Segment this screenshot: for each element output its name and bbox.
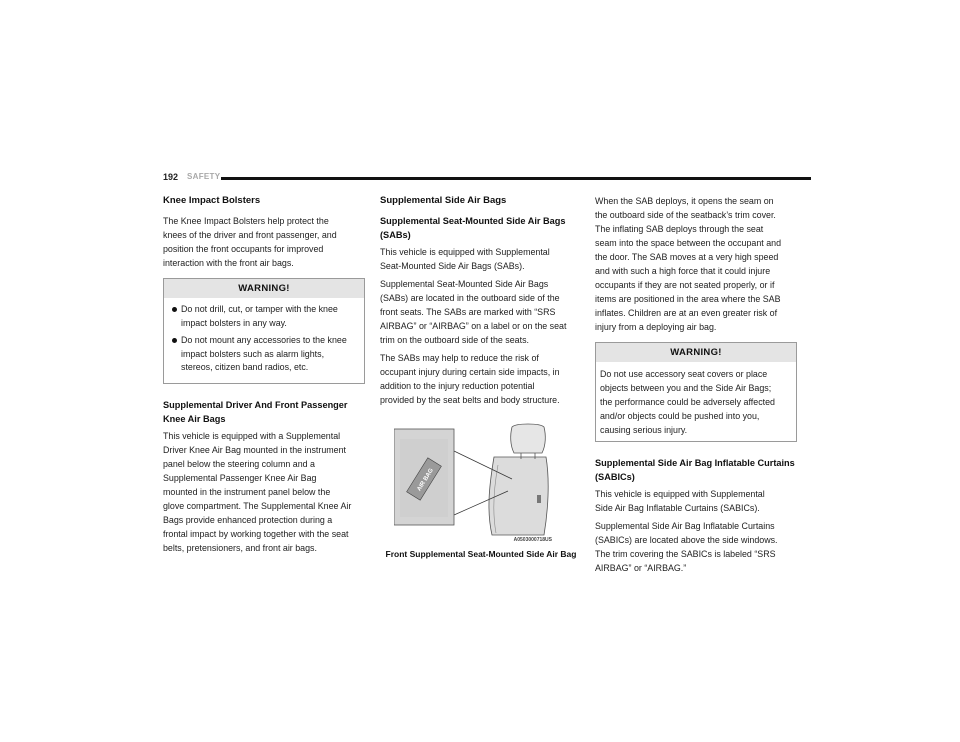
paragraph-sab-deploys <box>595 194 797 334</box>
text-line: trim on the outboard side of the seats. <box>380 335 529 345</box>
bullet-icon <box>172 307 177 312</box>
warning-title: WARNING! <box>596 343 796 362</box>
headrest-shape <box>511 424 546 453</box>
warning-body <box>596 362 796 441</box>
seat-illustration-svg <box>394 421 552 545</box>
figure-caption: Front Supplemental Seat-Mounted Side Air Bag <box>385 549 577 559</box>
text-line: The SABs may help to reduce the risk of <box>380 353 539 363</box>
text-line: seam into the space between the occupant and <box>595 238 782 248</box>
warning-body <box>164 298 364 383</box>
text-line: (SABs) <box>380 230 411 240</box>
text-line: front seats. The SABs are marked with “SRS <box>380 307 556 317</box>
text-line: AIRBAG” or “AIRBAG.” <box>595 563 687 573</box>
text-line: The inflating SAB deploys through the seat <box>595 224 764 234</box>
page-number: 192 <box>163 172 179 182</box>
text-line: Supplemental Seat-Mounted Side Air Bags <box>380 279 549 289</box>
text-line: Supplemental Driver And Front Passenger <box>163 399 348 410</box>
text-line: The trim covering the SABICs is labeled “SRS <box>595 549 776 559</box>
text-line: Supplemental Passenger Knee Air Bag <box>163 472 317 483</box>
text-line: impact bolsters such as alarm lights, <box>181 348 325 359</box>
text-line: panel below the steering column and a <box>163 458 315 469</box>
heading-knee-impact-bolsters: Knee Impact Bolsters <box>163 195 261 206</box>
text-line: Bags provide enhanced protection during a <box>163 514 333 525</box>
text-line: Do not use accessory seat covers or place <box>600 369 768 379</box>
paragraph-sabs-location <box>380 277 582 347</box>
text-line: Driver Knee Air Bag mounted in the instrument <box>163 444 347 455</box>
text-line: Seat-Mounted Side Air Bags (SABs). <box>380 261 525 271</box>
heading-supplemental-knee-air-bags <box>163 398 365 426</box>
paragraph-sabs-risk <box>380 351 582 407</box>
text-line: Knee Air Bags <box>163 413 226 424</box>
column-middle <box>380 194 582 559</box>
text-line: (SABICs) <box>595 472 635 482</box>
text-line: the door. The SAB moves at a very high speed <box>595 252 779 262</box>
page-header <box>163 172 811 184</box>
text-line: The Knee Impact Bolsters help protect the <box>163 216 329 226</box>
text-line: This vehicle is equipped with Supplemental <box>380 247 550 257</box>
text-line: belts, pretensioners, and front air bags. <box>163 542 317 553</box>
text-line: Side Air Bag Inflatable Curtains (SABICs). <box>595 503 760 513</box>
text-line: occupants if they are not seated properly, or if <box>595 280 775 290</box>
warning-box-knee-bolsters <box>163 278 365 384</box>
warning-text <box>600 367 792 437</box>
figure-id: A0503000718US <box>513 537 552 543</box>
text-line: inflates. Children are at an even greater risk of <box>595 308 778 318</box>
text-line: Supplemental Side Air Bag Inflatable Curtains <box>595 458 795 468</box>
paragraph-sabics-location <box>595 519 797 575</box>
text-line: (SABICs) are located above the side windows. <box>595 535 778 545</box>
paragraph-supplemental-knee <box>163 429 365 555</box>
header-rule <box>221 177 811 180</box>
seat-label-mark <box>537 495 541 503</box>
text-line: position the front occupants for improved <box>163 244 324 254</box>
column-right <box>595 194 797 579</box>
section-name: SAFETY <box>187 172 221 181</box>
text-line: glove compartment. The Supplemental Knee Air <box>163 500 352 511</box>
text-line: This vehicle is equipped with a Supplemental <box>163 430 341 441</box>
text-line: frontal impact by working together with the seat <box>163 528 349 539</box>
warning-box-seat-covers <box>595 342 797 442</box>
air-bag-label-text: AIR BAG <box>416 467 435 493</box>
column-left <box>163 194 365 559</box>
text-line: and/or objects could be pushed into you, <box>600 411 760 421</box>
paragraph-sabs-equipped <box>380 245 582 273</box>
text-line: stereos, citizen band radios, etc. <box>181 362 309 372</box>
text-line: causing serious injury. <box>600 425 688 435</box>
warning-item <box>168 303 360 330</box>
warning-title: WARNING! <box>164 279 364 298</box>
text-line: provided by the seat belts and body structure. <box>380 395 560 405</box>
text-line: This vehicle is equipped with Supplemental <box>595 489 765 499</box>
text-line: injury from a deploying air bag. <box>595 322 717 332</box>
heading-supplemental-side-air-bags: Supplemental Side Air Bags <box>380 195 507 206</box>
paragraph-knee-bolsters <box>163 214 365 270</box>
text-line: and with such a high force that it could injure <box>595 266 771 276</box>
text-line: impact bolsters in any way. <box>181 317 287 328</box>
heading-sabics <box>595 456 797 484</box>
text-line: occupant injury during certain side impacts, in <box>380 367 560 377</box>
text-line: Supplemental Seat-Mounted Side Air Bags <box>380 216 566 226</box>
text-line: objects between you and the Side Air Bags; <box>600 383 772 393</box>
text-line: interaction with the front air bags. <box>163 258 294 268</box>
paragraph-sabics-equipped <box>595 487 797 515</box>
text-line: AIRBAG” or “AIRBAG” on a label or on the seat <box>380 321 567 331</box>
text-line: Do not drill, cut, or tamper with the knee <box>181 304 338 314</box>
text-line: items are positioned in the area where the SAB <box>595 294 781 304</box>
seat-air-bag-illustration <box>394 421 552 545</box>
text-line: addition to the injury reduction potential <box>380 381 535 391</box>
text-line: When the SAB deploys, it opens the seam on <box>595 196 774 206</box>
text-line: Supplemental Side Air Bag Inflatable Curtains <box>595 521 775 531</box>
text-line: mounted in the instrument panel below the <box>163 486 331 497</box>
text-line: (SABs) are located in the outboard side of the <box>380 293 560 303</box>
text-line: the outboard side of the seatback’s trim cover. <box>595 210 776 220</box>
heading-seat-mounted-sabs <box>380 214 582 242</box>
bullet-icon <box>172 338 177 343</box>
text-line: knees of the driver and front passenger, and <box>163 230 337 240</box>
text-line: Do not mount any accessories to the knee <box>181 335 347 345</box>
text-line: the performance could be adversely affected <box>600 397 775 407</box>
warning-item <box>168 334 360 375</box>
